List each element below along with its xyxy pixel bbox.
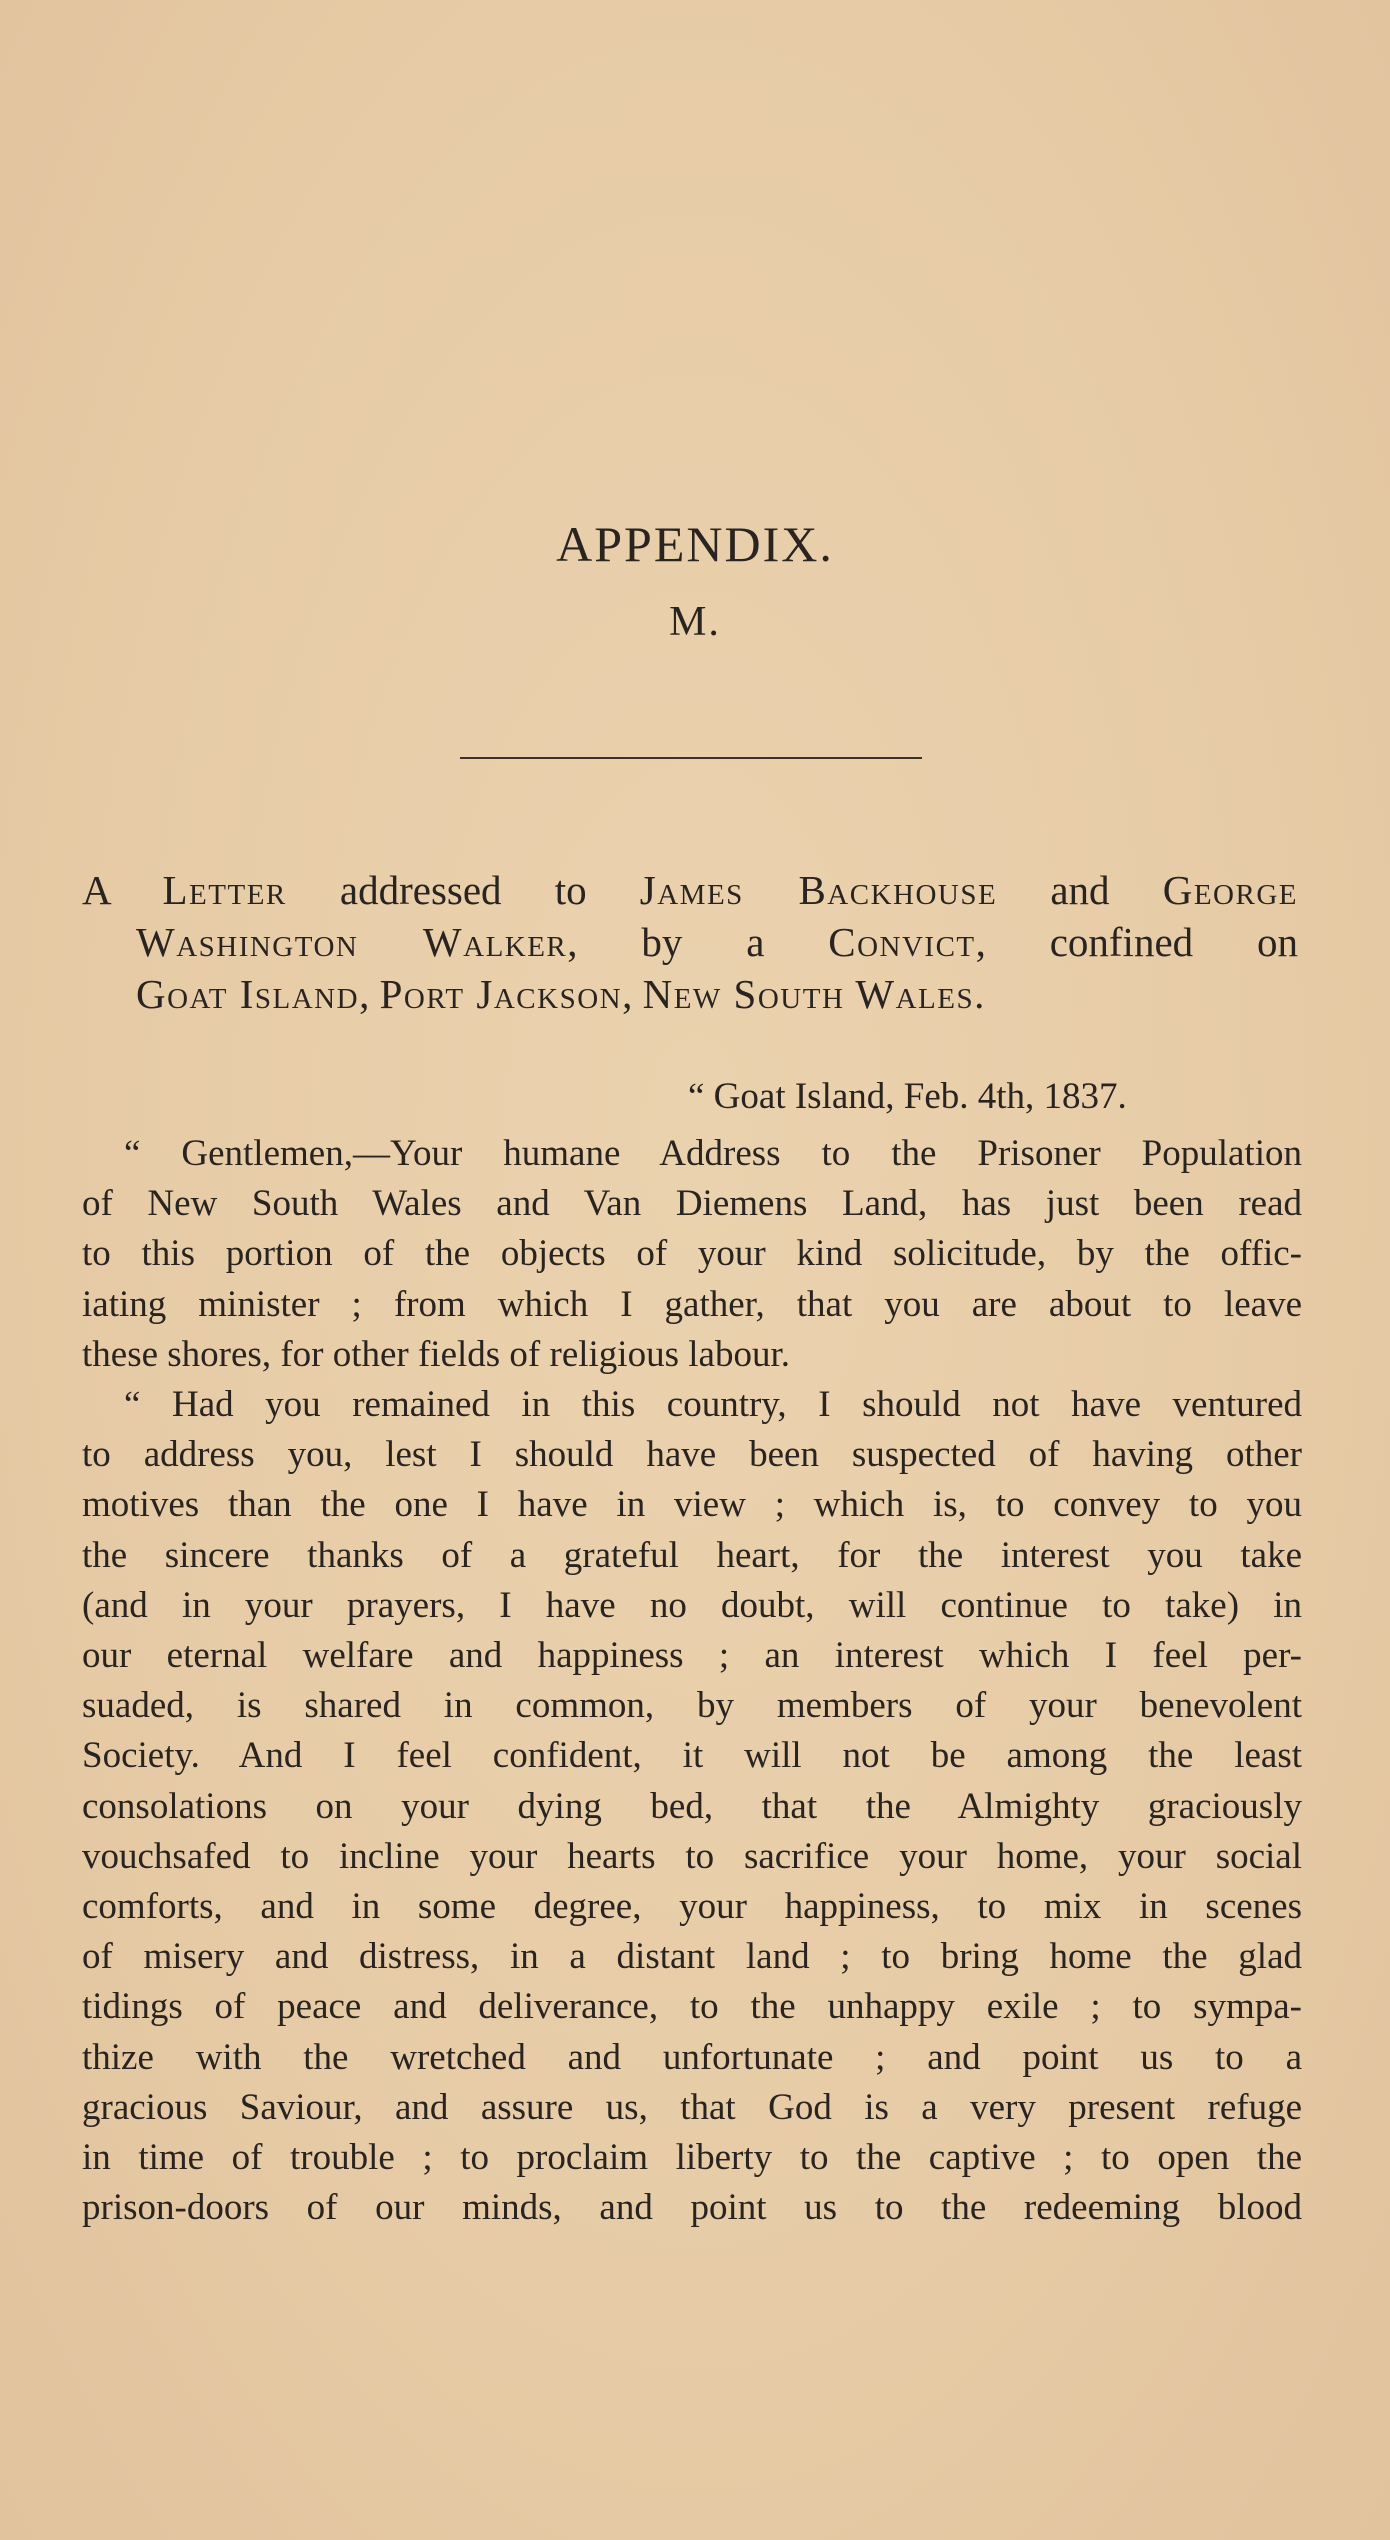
text-line: tidings of peace and deliverance, to the unhappy exile ; to sympa- (82, 1986, 1302, 2028)
dateline: “ Goat Island, Feb. 4th, 1837. (688, 1076, 1127, 1117)
text-line: to this portion of the objects of your kind solicitude, by the offic- (82, 1233, 1302, 1275)
text-line: to address you, lest I should have been suspected of having other (82, 1434, 1302, 1476)
appendix-letter: M. (669, 599, 721, 645)
letter-body (82, 1129, 1302, 2233)
text-line: (and in your prayers, I have no doubt, will continue to take) in (82, 1584, 1302, 1626)
text-line: our eternal welfare and happiness ; an interest which I feel per- (82, 1635, 1302, 1677)
heading-segment: , (359, 971, 380, 1017)
text-line: thize with the wretched and unfortunate ; and point us to a (82, 2036, 1302, 2078)
divider-rule (460, 757, 922, 759)
heading-segment: Goat Island (136, 971, 360, 1017)
text-line: these shores, for other fields of religious labour. (82, 1333, 790, 1375)
heading-segment: addressed to (286, 867, 640, 913)
text-line: gracious Saviour, and assure us, that God is a very present refuge (82, 2086, 1302, 2128)
heading-segment: , by a (567, 919, 829, 965)
text-line: “ Gentlemen,—Your humane Address to the Prisoner Population (124, 1133, 1302, 1174)
text-line: in time of trouble ; to proclaim liberty to the captive ; to open the (82, 2137, 1302, 2179)
text-line: of misery and distress, in a distant land ; to bring home the glad (82, 1936, 1302, 1978)
text-line: of New South Wales and Van Diemens Land, has just been read (82, 1183, 1302, 1225)
heading-segment: Convict (828, 919, 976, 965)
heading-segment: and (997, 867, 1163, 913)
heading-segment: A (82, 867, 163, 913)
text-line: iating minister ; from which I gather, that you are about to leave (82, 1283, 1302, 1325)
text-line: comforts, and in some degree, your happiness, to mix in scenes (82, 1886, 1302, 1928)
heading-segment: New South Wales (642, 971, 975, 1017)
text-line: suaded, is shared in common, by members of your benevolent (82, 1685, 1302, 1727)
text-line: Society. And I feel confident, it will not be among the least (82, 1735, 1302, 1777)
heading-segment: George (1162, 867, 1298, 913)
heading-segment: Washington Walker (136, 919, 568, 965)
heading-segment: Letter (162, 867, 287, 913)
text-line: consolations on your dying bed, that the Almighty graciously (82, 1785, 1302, 1827)
heading-segment: . (974, 971, 985, 1017)
heading-line-2 (82, 916, 1298, 968)
text-line: “ Had you remained in this country, I should not have ventured (124, 1384, 1302, 1426)
text-line: prison-doors of our minds, and point us to the redeeming blood (82, 2187, 1302, 2229)
text-line: vouchsafed to incline your hearts to sacrifice your home, your social (82, 1835, 1302, 1877)
heading-segment: , (622, 971, 643, 1017)
letter-heading (82, 864, 1322, 1020)
text-line: the sincere thanks of a grateful heart, for the interest you take (82, 1534, 1302, 1576)
heading-segment: Port Jackson (379, 971, 623, 1017)
heading-line-3 (82, 968, 1298, 1020)
page-title: APPENDIX. (556, 516, 834, 572)
heading-segment: James Backhouse (639, 867, 998, 913)
text-line: motives than the one I have in view ; which is, to convey to you (82, 1484, 1302, 1526)
heading-line-1 (82, 864, 1298, 916)
heading-segment: , confined on (975, 919, 1298, 965)
